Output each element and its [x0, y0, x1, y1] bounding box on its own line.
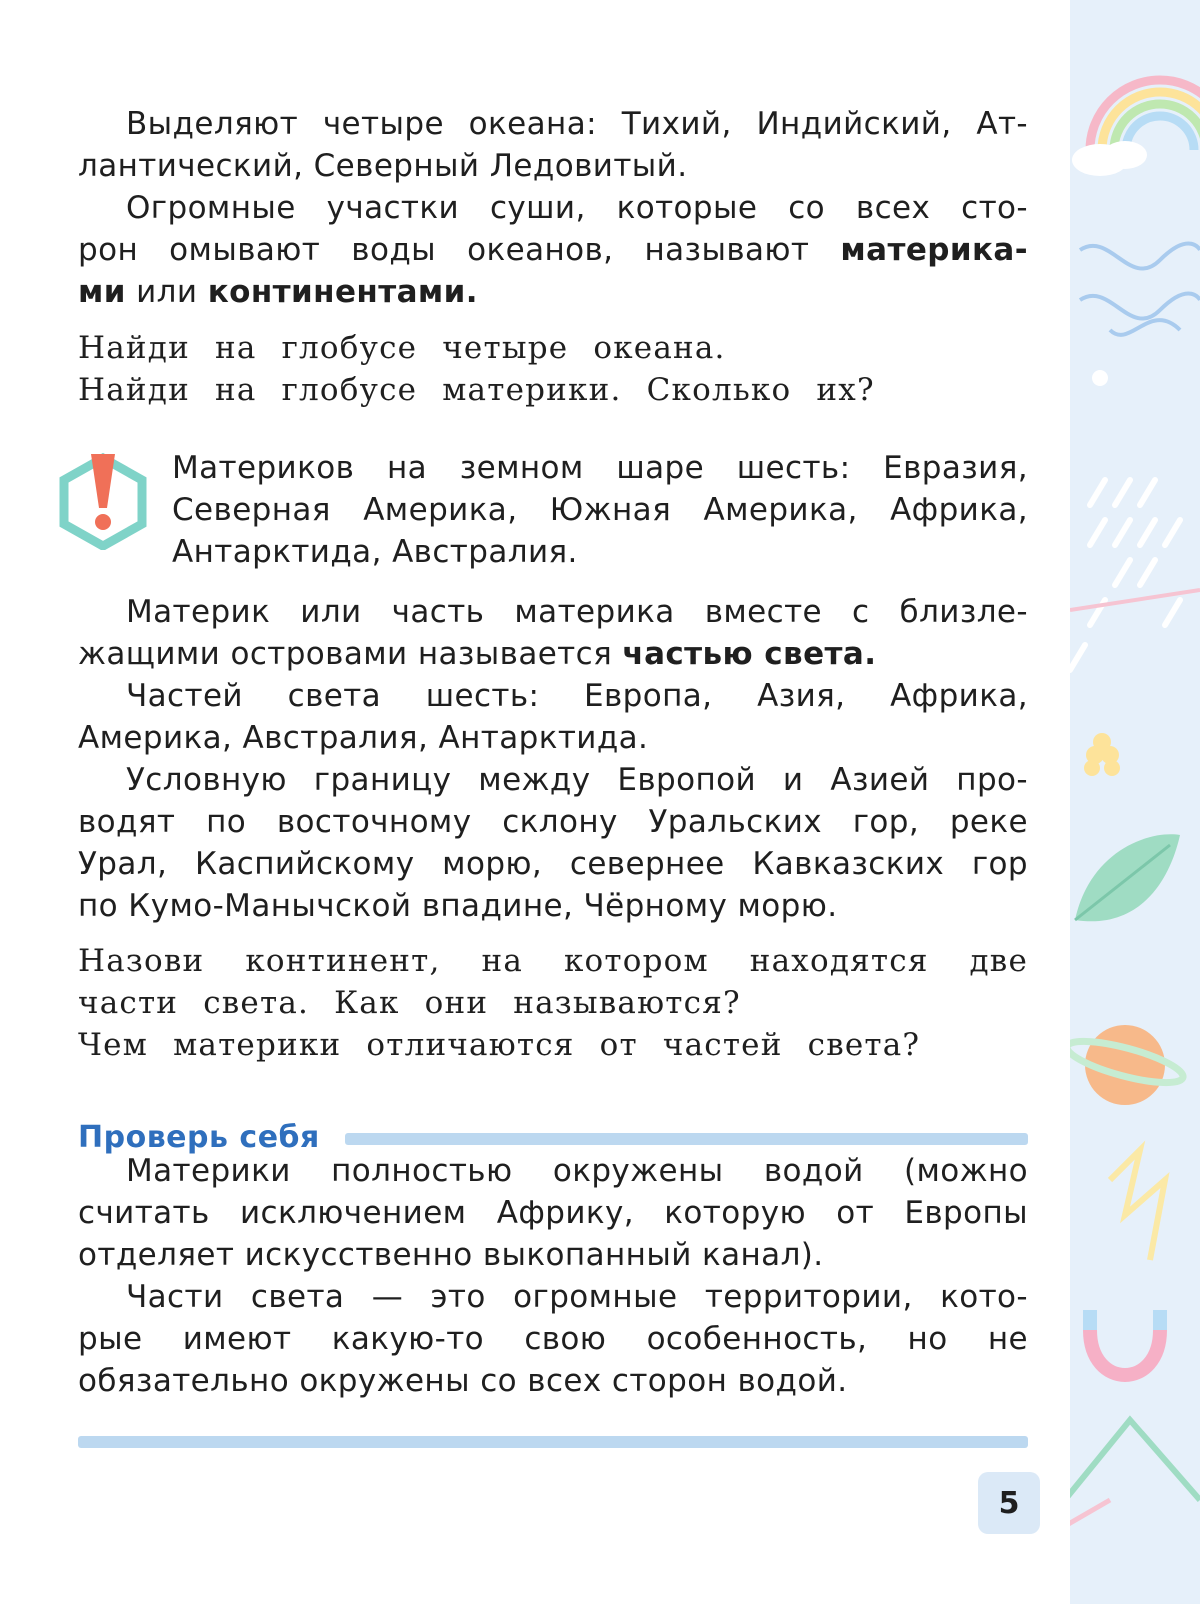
parts-paragraph-1: Материк или часть материка вместе с близле- жащими островами называется частью света. [78, 594, 1028, 672]
term-chast-sveta: частью света [622, 636, 865, 672]
question-difference: Чем материки отличаются от частей света? [78, 1027, 921, 1063]
questions-block-1 [78, 327, 1028, 411]
page-number: 5 [978, 1472, 1040, 1534]
intro-paragraph-1: Выделяют четыре океана: Тихий, Индийский, Ат- лантический, Северный Ледовитый. [78, 106, 1028, 184]
intro-block [78, 103, 1028, 313]
parts-paragraph-3: Условную границу между Европой и Азией про- водят по восточному склону Уральских гор, реке Урал, Каспийскому морю, севернее Кавказских гор по Кумо-Манычской впадине, Чёрному морю. [78, 762, 1028, 924]
parts-of-world-block [78, 591, 1028, 927]
question-find-oceans: Найди на глобусе четыре океана. [78, 330, 726, 366]
parts-paragraph-2: Частей света шесть: Европа, Азия, Африка, Америка, Австралия, Антарктида. [78, 678, 1028, 756]
questions-block-2 [78, 940, 1028, 1066]
exclamation-icon [58, 450, 148, 550]
question-find-continents: Найди на глобусе материки. Сколько их? [78, 372, 875, 408]
check-block [78, 1150, 1028, 1402]
section-bottom-bar [78, 1436, 1028, 1448]
intro-paragraph-2: Огромные участки суши, которые со всех сто- рон омывают воды океанов, называют материка- ми или континентами. [78, 190, 1028, 310]
decorative-side-stripe [1070, 0, 1200, 1604]
fact-block [172, 447, 1028, 573]
section-title-bar [345, 1133, 1028, 1145]
check-paragraph-2: Части света — это огромные территории, кото- рые имеют какую-то свою особенность, но не обязательно окружены со всех сторон водой. [78, 1279, 1028, 1399]
question-two-parts: Назови континент, на котором находятся две части света. Как они называются? [78, 943, 1028, 1021]
check-paragraph-1: Материки полностью окружены водой (можно считать исключением Африку, которую от Европы отделяет искусственно выкопанный канал). [78, 1153, 1028, 1273]
term-kontinenty: континентами [207, 274, 466, 310]
term-materiki: материка- [840, 232, 1028, 268]
section-title-check: Проверь себя [78, 1120, 320, 1155]
fact-paragraph: Материков на земном шаре шесть: Евразия, Северная Америка, Южная Америка, Африка, Антарктида, Австралия. [172, 450, 1028, 570]
